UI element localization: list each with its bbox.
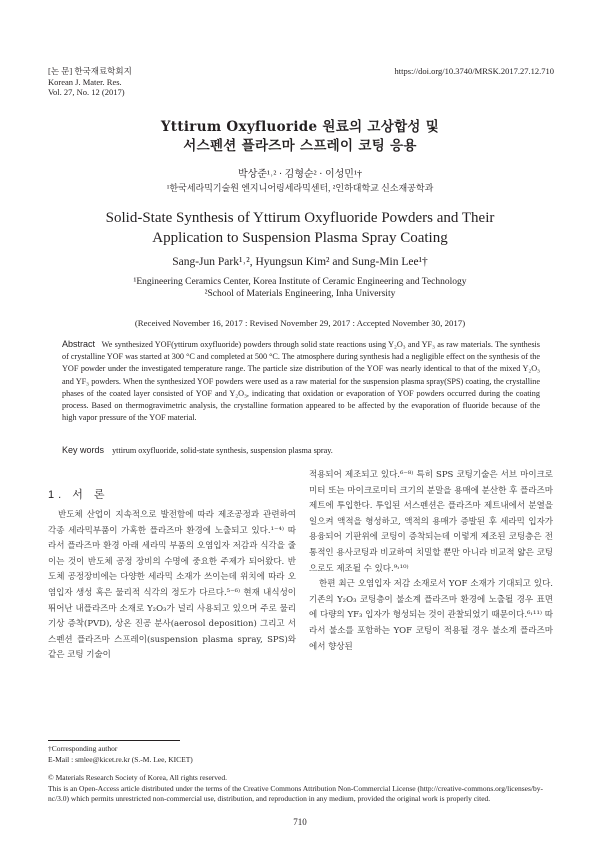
keywords-text: yttirum oxyfluoride, solid-state synthesis, suspension plasma spray.: [112, 446, 333, 455]
abstract-label: Abstract: [62, 339, 96, 349]
body-paragraph: 반도체 산업이 지속적으로 발전함에 따라 제조공정과 관련하여 각종 세라믹부품이 가혹한 플라즈마 환경에 노출되고 있다.¹⁻⁴⁾ 따라서 플라즈마 환경 아래 세라믹 부품의 오염입자 저감과 식각을 줄이는 것이 반도체 공정 장비의 수명에 중요한 주제가 되어왔다. 반도체 공정장비에는 다양한 세라믹 소재가 쓰이는데 위치에 따라 오염입자 생성 혹은 물리적 식각의 정도가 다르다.⁵⁻⁶⁾ 현재 내식성이 뛰어난 내플라즈마 소재로 Y₂O₃가 널리 사용되고 있으며 주로 물리 기상 증착(PVD), 상온 진공 분사(aerosol deposition) 그리고 서스펜션 플라즈마 스프레이(suspension plasma spray, SPS)와 같은 코팅 기술이: [48, 510, 296, 661]
journal-korean-title: [논 문] 한국재료학회지: [48, 66, 132, 76]
journal-info: [48, 66, 132, 98]
abstract: [62, 338, 540, 424]
keywords: [62, 445, 540, 455]
journal-english-title: Korean J. Mater. Res.: [48, 76, 122, 87]
affiliation-english-2: ²School of Materials Engineering, Inha University: [204, 289, 396, 299]
section-heading-introduction: 1. 서 론: [48, 489, 109, 501]
affiliations-korean: ¹한국세라믹기술원 엔지니어링세라믹센터, ²인하대학교 신소재공학과: [166, 183, 434, 193]
doi-link[interactable]: https://doi.org/10.3740/MRSK.2017.27.12.710: [394, 66, 554, 76]
keywords-label: Key words: [62, 445, 105, 455]
license-notice: This is an Open-Access article distributed under the terms of the Creative Commons Attribution Non-Commercial License (http://creative-commons.org/licenses/by-nc/3.0) which permits unrestricted non-commercial use, distribution, and reproduction in any medium, provided the original work is properly cited.: [48, 783, 543, 803]
copyright-notice: © Materials Research Society of Korea, All rights reserved.: [48, 773, 227, 782]
footnotes: [48, 744, 558, 805]
corresponding-author: †Corresponding author: [48, 744, 118, 753]
title-korean-line2: 서스펜션 플라즈마 스프레이 코팅 응용: [183, 138, 417, 154]
journal-volume: Vol. 27, No. 12 (2017): [48, 87, 125, 97]
received-dates: (Received November 16, 2017 : Revised November 29, 2017 : Accepted November 30, 2017): [134, 318, 466, 328]
author-email: E-Mail : smlee@kicet.re.kr (S.-M. Lee, KICET): [48, 754, 193, 764]
body-column-left: [48, 508, 296, 664]
title-korean-line1: Yttirum Oxyfluoride 원료의 고상합성 및: [160, 119, 440, 135]
title-english-line2: Application to Suspension Plasma Spray Coating: [152, 230, 448, 246]
authors-korean: 박상준¹˒² · 김형순² · 이성민¹†: [238, 169, 362, 180]
body-paragraph: 한편 최근 오염입자 저감 소재로서 YOF 소재가 기대되고 있다. 기존의 Y₂O₃ 코팅층이 불소계 플라즈마 환경에 노출될 경우 표면에 다량의 YF₃ 입자가 형성되는 것이 관찰되었기 때문이다.⁶˒¹¹⁾ 따라서 불소를 포함하는 YOF 코팅이 적용될 경우 불소계 플라즈마에서 향상된: [309, 579, 553, 652]
title-english-line1: Solid-State Synthesis of Yttirum Oxyfluoride Powders and Their: [105, 210, 495, 226]
page-number: 710: [293, 817, 307, 827]
affiliation-english-1: ¹Engineering Ceramics Center, Korea Institute of Ceramic Engineering and Technology: [133, 277, 467, 287]
body-column-right: [309, 468, 553, 655]
authors-english: Sang-Jun Park¹˒², Hyungsun Kim² and Sung-Min Lee¹†: [172, 256, 428, 268]
abstract-text: We synthesized YOF(yttirum oxyfluoride) powders through solid state reactions using Y₂O₃ and YF₃ as raw materials. The synthesis of crystalline YOF was started at 300 °C and completed at 500 °C. The atmosphere during synthesis had a negligible effect on the synthesis of the YOF powder under the investigated temperature range. The particle size distribution of the YOF was nearly identical to that of the mixed Y₂O₃ and YF₃ powders. When the synthesized YOF powders were used as a raw material for the suspension plasma spray(SPS) coating, the crystalline phases of the coated layer consisted of YOF and Y₂O₃, indicating that oxidation or evaporation of YOF powders occurred during the coating process. Based on thermogravimetric analysis, the crystalline formation appeared to be affected by the evaporation of fluoride because of the high vapor pressure of the YOF material.: [62, 340, 540, 423]
body-paragraph: 적용되어 제조되고 있다.⁶⁻⁸⁾ 특히 SPS 코팅기술은 서브 마이크로미터 또는 마이크로미터 크기의 분말을 용매에 분산한 후 플라즈마 제트에 투입한다. 투입된 서스펜션은 플라즈마 제트내에서 분열을 일으켜 액적을 형성하고, 액적의 용매가 증발된 후 세라믹 입자가 용융되어 기판위에 코팅이 증착되는데 이렇게 제조된 코팅층은 전통적인 용사코팅과 비교하여 치밀할 뿐만 아니라 비교적 얇은 코팅으로도 제조될 수 있다.⁹˒¹⁰⁾: [309, 470, 553, 574]
footnote-divider: [48, 740, 180, 741]
